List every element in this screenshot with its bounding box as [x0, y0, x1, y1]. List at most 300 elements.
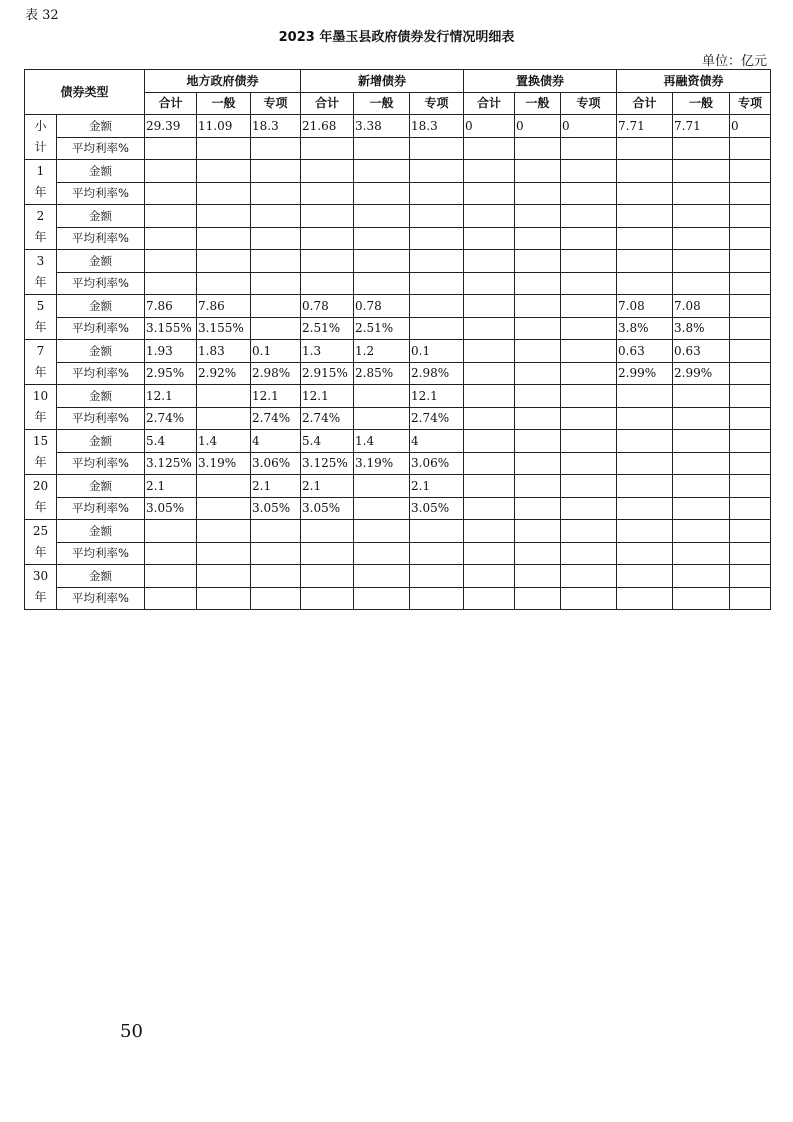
rate-cell	[251, 272, 301, 295]
amount-cell	[464, 295, 515, 318]
table-row	[25, 407, 771, 430]
amount-cell: 0.78	[301, 295, 354, 318]
rate-cell	[673, 272, 730, 295]
amount-cell	[561, 430, 617, 453]
tenor-label: 小计	[34, 119, 47, 154]
tenor-label: 7 年	[34, 344, 47, 379]
amount-cell	[730, 160, 771, 183]
amount-cell	[410, 250, 464, 273]
rate-cell	[617, 407, 673, 430]
amount-cell	[145, 565, 197, 588]
table-row	[25, 227, 771, 250]
rate-cell	[730, 452, 771, 475]
rate-cell	[515, 137, 561, 160]
amount-cell	[617, 565, 673, 588]
rate-cell	[561, 542, 617, 565]
amount-cell: 29.39	[145, 115, 197, 138]
amount-cell	[251, 160, 301, 183]
rate-cell	[464, 497, 515, 520]
tenor-label: 5 年	[34, 299, 47, 334]
rate-cell	[410, 182, 464, 205]
rate-cell	[197, 407, 251, 430]
amount-cell: 12.1	[410, 385, 464, 408]
rate-cell	[464, 227, 515, 250]
rate-cell	[673, 587, 730, 610]
rate-cell	[301, 587, 354, 610]
amount-label: 金额	[57, 160, 145, 183]
rate-cell	[730, 407, 771, 430]
rate-cell	[673, 137, 730, 160]
amount-label: 金额	[57, 340, 145, 363]
amount-cell: 0.1	[410, 340, 464, 363]
amount-cell	[673, 475, 730, 498]
rate-cell	[354, 272, 410, 295]
rate-cell: 2.95%	[145, 362, 197, 385]
amount-cell	[251, 205, 301, 228]
amount-cell: 0.63	[673, 340, 730, 363]
rate-cell	[515, 227, 561, 250]
amount-cell: 1.4	[354, 430, 410, 453]
amount-cell	[464, 475, 515, 498]
rate-cell: 3.06%	[251, 452, 301, 475]
rate-label: 平均利率%	[57, 497, 145, 520]
amount-label: 金额	[57, 475, 145, 498]
amount-cell	[515, 475, 561, 498]
table-label: 表 32	[25, 8, 59, 23]
amount-cell	[617, 160, 673, 183]
amount-cell	[515, 160, 561, 183]
rate-cell	[464, 182, 515, 205]
rate-cell	[410, 227, 464, 250]
amount-cell	[197, 205, 251, 228]
tenor-cell	[25, 115, 57, 160]
rate-cell	[561, 407, 617, 430]
rate-cell: 2.98%	[251, 362, 301, 385]
rate-cell	[561, 227, 617, 250]
amount-cell: 21.68	[301, 115, 354, 138]
rate-cell	[145, 227, 197, 250]
rate-cell	[464, 137, 515, 160]
amount-cell: 7.08	[673, 295, 730, 318]
rate-cell	[515, 317, 561, 340]
subheader-cell: 合计	[617, 92, 673, 115]
rate-cell	[673, 407, 730, 430]
amount-cell	[515, 295, 561, 318]
rate-cell	[301, 182, 354, 205]
bond-issuance-table	[24, 69, 771, 610]
amount-cell	[617, 520, 673, 543]
rate-cell	[617, 497, 673, 520]
rate-cell	[515, 362, 561, 385]
rate-cell	[354, 227, 410, 250]
rate-cell	[251, 542, 301, 565]
amount-cell: 18.3	[251, 115, 301, 138]
amount-cell	[464, 250, 515, 273]
tenor-cell	[25, 340, 57, 385]
rate-cell: 2.915%	[301, 362, 354, 385]
rate-label: 平均利率%	[57, 587, 145, 610]
rate-label: 平均利率%	[57, 542, 145, 565]
amount-cell	[561, 160, 617, 183]
tenor-cell	[25, 430, 57, 475]
tenor-cell	[25, 205, 57, 250]
rate-cell	[251, 587, 301, 610]
amount-cell: 0.63	[617, 340, 673, 363]
amount-label: 金额	[57, 205, 145, 228]
amount-cell: 4	[410, 430, 464, 453]
amount-label: 金额	[57, 295, 145, 318]
amount-cell	[561, 475, 617, 498]
amount-cell: 7.71	[617, 115, 673, 138]
amount-cell	[464, 430, 515, 453]
rate-cell	[561, 587, 617, 610]
rate-cell: 3.19%	[354, 452, 410, 475]
table-row	[25, 430, 771, 453]
amount-cell	[354, 520, 410, 543]
table-row	[25, 362, 771, 385]
amount-cell: 12.1	[301, 385, 354, 408]
rate-cell	[673, 452, 730, 475]
rate-cell	[145, 587, 197, 610]
amount-cell: 7.08	[617, 295, 673, 318]
rate-cell	[730, 587, 771, 610]
amount-cell: 2.1	[145, 475, 197, 498]
amount-cell: 1.4	[197, 430, 251, 453]
rate-cell	[515, 497, 561, 520]
rate-cell: 2.99%	[673, 362, 730, 385]
tenor-label: 25 年	[32, 524, 49, 559]
table-row	[25, 520, 771, 543]
table-row	[25, 542, 771, 565]
amount-cell: 2.1	[301, 475, 354, 498]
amount-cell	[673, 385, 730, 408]
amount-cell	[515, 430, 561, 453]
amount-cell	[730, 340, 771, 363]
rate-cell	[617, 137, 673, 160]
amount-cell	[730, 430, 771, 453]
table-row	[25, 295, 771, 318]
amount-cell	[464, 160, 515, 183]
tenor-label: 30 年	[32, 569, 49, 604]
page-number: 50	[120, 1021, 143, 1042]
rate-cell	[197, 542, 251, 565]
amount-cell	[197, 520, 251, 543]
rate-cell: 3.05%	[301, 497, 354, 520]
rate-cell: 2.74%	[251, 407, 301, 430]
tenor-cell	[25, 295, 57, 340]
rate-cell: 3.05%	[145, 497, 197, 520]
rate-cell: 3.155%	[197, 317, 251, 340]
rate-label: 平均利率%	[57, 362, 145, 385]
table-row	[25, 587, 771, 610]
amount-cell	[251, 295, 301, 318]
amount-cell: 1.3	[301, 340, 354, 363]
rate-cell: 2.92%	[197, 362, 251, 385]
table-row	[25, 340, 771, 363]
group-header-row	[25, 70, 771, 93]
rate-cell: 3.125%	[301, 452, 354, 475]
corner-header: 债券类型	[25, 70, 145, 115]
amount-cell	[730, 520, 771, 543]
amount-cell	[617, 430, 673, 453]
amount-cell	[730, 205, 771, 228]
amount-cell	[464, 340, 515, 363]
rate-cell: 3.06%	[410, 452, 464, 475]
amount-cell: 0	[464, 115, 515, 138]
tenor-label: 10 年	[32, 389, 49, 424]
amount-cell	[561, 205, 617, 228]
rate-cell	[730, 137, 771, 160]
rate-cell: 3.05%	[410, 497, 464, 520]
amount-cell	[410, 520, 464, 543]
rate-cell	[464, 407, 515, 430]
amount-label: 金额	[57, 250, 145, 273]
amount-cell: 1.83	[197, 340, 251, 363]
amount-cell	[515, 385, 561, 408]
amount-cell	[354, 250, 410, 273]
amount-cell: 2.1	[251, 475, 301, 498]
rate-cell	[251, 227, 301, 250]
rate-cell: 2.74%	[301, 407, 354, 430]
table-row	[25, 452, 771, 475]
rate-cell	[561, 362, 617, 385]
rate-cell	[301, 272, 354, 295]
rate-cell	[301, 542, 354, 565]
rate-cell	[730, 542, 771, 565]
amount-cell: 4	[251, 430, 301, 453]
amount-cell	[145, 520, 197, 543]
subheader-cell: 合计	[464, 92, 515, 115]
tenor-label: 20 年	[32, 479, 49, 514]
subheader-cell: 一般	[354, 92, 410, 115]
rate-cell	[515, 587, 561, 610]
table-row	[25, 317, 771, 340]
amount-cell: 12.1	[145, 385, 197, 408]
rate-cell: 2.74%	[145, 407, 197, 430]
subheader-cell: 专项	[251, 92, 301, 115]
rate-cell	[515, 452, 561, 475]
amount-label: 金额	[57, 385, 145, 408]
amount-cell	[301, 520, 354, 543]
rate-cell	[410, 272, 464, 295]
rate-cell	[354, 497, 410, 520]
tenor-label: 15 年	[32, 434, 49, 469]
subheader-cell: 一般	[673, 92, 730, 115]
rate-cell	[251, 182, 301, 205]
rate-cell	[145, 182, 197, 205]
amount-cell: 2.1	[410, 475, 464, 498]
table-row	[25, 205, 771, 228]
rate-cell: 3.8%	[617, 317, 673, 340]
rate-cell	[410, 317, 464, 340]
amount-cell: 7.71	[673, 115, 730, 138]
amount-label: 金额	[57, 430, 145, 453]
amount-cell	[301, 565, 354, 588]
rate-cell	[197, 227, 251, 250]
amount-cell	[673, 565, 730, 588]
amount-cell	[301, 205, 354, 228]
table-row	[25, 497, 771, 520]
rate-cell	[673, 542, 730, 565]
amount-cell	[410, 565, 464, 588]
amount-cell	[617, 205, 673, 228]
rate-label: 平均利率%	[57, 182, 145, 205]
amount-cell	[673, 520, 730, 543]
amount-cell	[730, 565, 771, 588]
subheader-cell: 专项	[410, 92, 464, 115]
amount-cell	[410, 160, 464, 183]
rate-cell	[145, 272, 197, 295]
tenor-label: 3 年	[34, 254, 47, 289]
rate-cell	[301, 227, 354, 250]
amount-cell	[730, 295, 771, 318]
amount-label: 金额	[57, 520, 145, 543]
amount-cell	[673, 160, 730, 183]
amount-cell: 1.2	[354, 340, 410, 363]
amount-cell	[730, 475, 771, 498]
amount-cell	[197, 475, 251, 498]
rate-cell: 2.85%	[354, 362, 410, 385]
rate-cell	[561, 497, 617, 520]
amount-cell	[464, 520, 515, 543]
rate-cell	[301, 137, 354, 160]
table-row	[25, 565, 771, 588]
rate-cell	[673, 182, 730, 205]
rate-cell: 2.51%	[301, 317, 354, 340]
table-row	[25, 137, 771, 160]
rate-cell	[617, 587, 673, 610]
rate-cell: 2.99%	[617, 362, 673, 385]
document-title: 2023 年墨玉县政府债券发行情况明细表	[278, 30, 515, 45]
amount-label: 金额	[57, 115, 145, 138]
amount-cell	[673, 205, 730, 228]
rate-cell	[410, 137, 464, 160]
amount-cell	[561, 250, 617, 273]
amount-cell	[464, 205, 515, 228]
group-header-refinancing: 再融资债券	[617, 70, 771, 93]
rate-cell	[561, 317, 617, 340]
rate-label: 平均利率%	[57, 317, 145, 340]
rate-cell	[464, 317, 515, 340]
rate-cell: 3.125%	[145, 452, 197, 475]
rate-cell: 2.74%	[410, 407, 464, 430]
rate-label: 平均利率%	[57, 407, 145, 430]
amount-cell	[515, 565, 561, 588]
rate-cell	[197, 587, 251, 610]
rate-cell	[515, 272, 561, 295]
rate-cell	[464, 587, 515, 610]
rate-cell	[197, 497, 251, 520]
amount-cell	[354, 160, 410, 183]
rate-cell	[617, 272, 673, 295]
rate-cell	[197, 137, 251, 160]
amount-cell: 0	[561, 115, 617, 138]
rate-cell	[730, 497, 771, 520]
rate-cell	[145, 542, 197, 565]
amount-cell	[251, 250, 301, 273]
table-row	[25, 160, 771, 183]
rate-cell	[197, 272, 251, 295]
rate-cell: 3.05%	[251, 497, 301, 520]
subheader-cell: 专项	[730, 92, 771, 115]
amount-cell: 1.93	[145, 340, 197, 363]
rate-cell	[561, 452, 617, 475]
rate-cell	[354, 407, 410, 430]
amount-cell	[145, 160, 197, 183]
rate-cell	[354, 542, 410, 565]
group-header-new: 新增债券	[301, 70, 464, 93]
amount-cell	[354, 385, 410, 408]
rate-cell	[354, 182, 410, 205]
rate-cell	[617, 227, 673, 250]
rate-cell	[515, 182, 561, 205]
amount-cell	[197, 385, 251, 408]
amount-cell	[301, 160, 354, 183]
amount-cell	[410, 295, 464, 318]
rate-cell	[197, 182, 251, 205]
rate-cell	[354, 137, 410, 160]
rate-cell	[251, 317, 301, 340]
amount-cell	[197, 250, 251, 273]
table-body	[25, 115, 771, 610]
table-row	[25, 385, 771, 408]
amount-cell	[410, 205, 464, 228]
rate-cell	[673, 227, 730, 250]
amount-cell	[515, 250, 561, 273]
amount-cell: 11.09	[197, 115, 251, 138]
amount-cell	[464, 565, 515, 588]
unit-label: 单位：亿元	[701, 54, 767, 69]
rate-cell	[730, 182, 771, 205]
amount-cell: 0	[515, 115, 561, 138]
subheader-cell: 合计	[145, 92, 197, 115]
rate-cell	[730, 272, 771, 295]
group-header-replacement: 置换债券	[464, 70, 617, 93]
rate-cell	[410, 587, 464, 610]
amount-cell	[354, 475, 410, 498]
amount-cell	[561, 295, 617, 318]
amount-cell	[515, 205, 561, 228]
rate-cell: 2.51%	[354, 317, 410, 340]
amount-cell: 7.86	[145, 295, 197, 318]
rate-cell: 3.19%	[197, 452, 251, 475]
amount-cell	[354, 565, 410, 588]
amount-cell	[515, 340, 561, 363]
amount-cell: 12.1	[251, 385, 301, 408]
rate-cell: 2.98%	[410, 362, 464, 385]
rate-cell	[561, 272, 617, 295]
group-header-local-gov: 地方政府债券	[145, 70, 301, 93]
amount-cell	[561, 520, 617, 543]
table-row	[25, 475, 771, 498]
rate-cell	[464, 362, 515, 385]
amount-cell: 0	[730, 115, 771, 138]
tenor-label: 1 年	[34, 164, 47, 199]
subheader-cell: 合计	[301, 92, 354, 115]
tenor-cell	[25, 565, 57, 610]
amount-cell: 5.4	[301, 430, 354, 453]
amount-cell	[730, 250, 771, 273]
subheader-cell: 一般	[197, 92, 251, 115]
amount-cell	[251, 565, 301, 588]
amount-cell	[673, 430, 730, 453]
amount-cell: 0.1	[251, 340, 301, 363]
rate-cell	[730, 227, 771, 250]
rate-cell	[673, 497, 730, 520]
amount-cell	[197, 565, 251, 588]
table-row	[25, 115, 771, 138]
rate-cell	[410, 542, 464, 565]
